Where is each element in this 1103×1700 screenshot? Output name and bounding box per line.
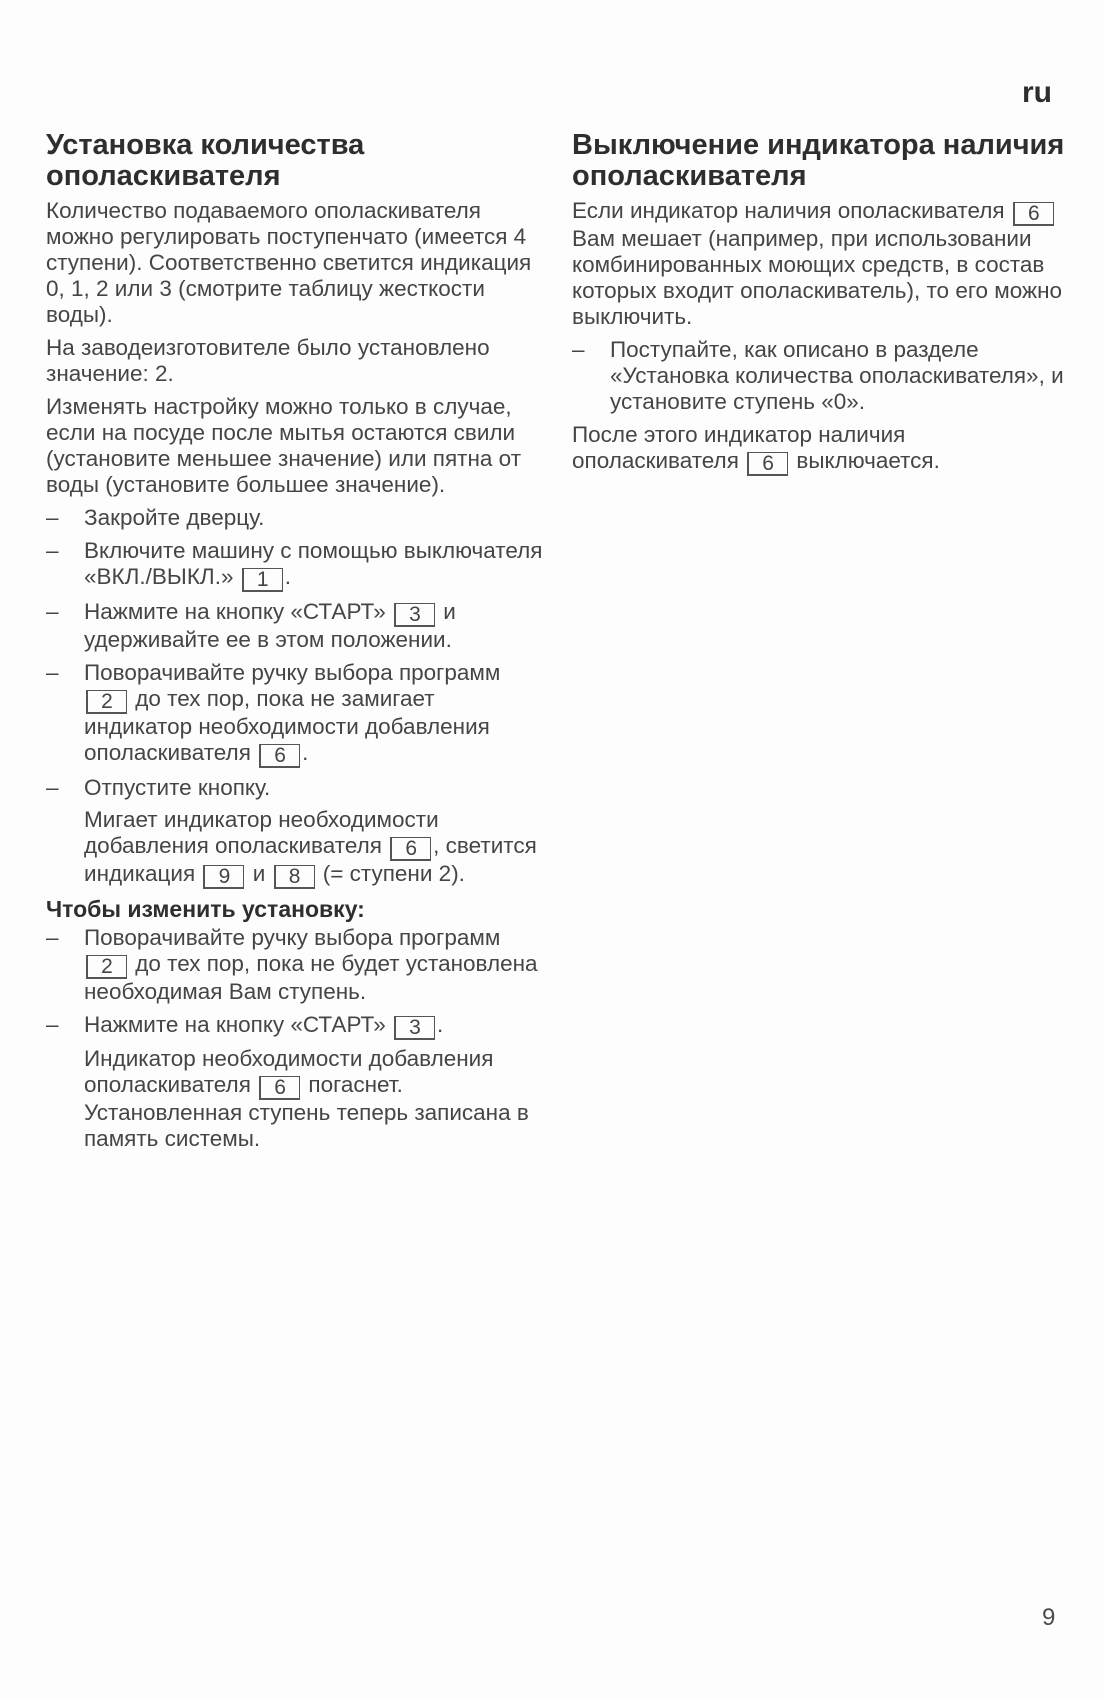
result-text-and: и: [246, 861, 272, 886]
step-press-start: [46, 599, 546, 653]
step-text: Поворачивайте ручку выбора программ: [84, 660, 501, 685]
change-steps-list: [46, 925, 546, 1152]
key-label-rinse-aid-indicator: 6: [1013, 202, 1054, 226]
dash-bullet: –: [46, 538, 59, 563]
result-text: Индикатор необходимости добавления ополаскивателя: [84, 1046, 494, 1097]
dash-bullet: –: [46, 1012, 59, 1037]
adjust-advice-paragraph: Изменять настройку можно только в случае, если на посуде после мытья остаются свили (установите меньшее значение) или пятна от воды (установите большее значение).: [46, 394, 521, 497]
left-column: [46, 130, 546, 1159]
dash-bullet: –: [46, 505, 59, 530]
language-code: ru: [1022, 76, 1052, 109]
step-text: Поступайте, как описано в разделе «Установка количества ополаскивателя», и установите ступень «0».: [610, 337, 1064, 414]
result-text-end: (= ступени 2).: [322, 861, 465, 886]
result-text-end: погаснет. Установленная ступень теперь записана в память системы.: [84, 1072, 529, 1151]
step-text-end: .: [436, 1012, 444, 1037]
page-number: 9: [1042, 1604, 1056, 1631]
change-step-turn-selector: [46, 925, 546, 1005]
setup-steps-list: [46, 505, 546, 889]
result-text-mid: , светится индикация: [84, 833, 537, 886]
step-text: Закройте дверцу.: [84, 505, 265, 530]
subheading-change-setting: Чтобы изменить установку:: [46, 896, 365, 922]
step-result: [84, 807, 546, 889]
key-label-display-9: 9: [203, 865, 244, 889]
section-title-disable-indicator: Выключение индикатора наличия ополаскивателя: [572, 129, 1065, 192]
right-column: [572, 130, 1072, 483]
step-text-end: .: [284, 564, 291, 589]
dash-bullet: –: [46, 599, 59, 624]
step-text-end: и удерживайте ее в этом положении.: [84, 599, 456, 652]
step-text: Нажмите на кнопку «СТАРТ»: [84, 1012, 386, 1037]
paragraph-text-end: Вам мешает (например, при использовании комбинированных моющих средств, в состав которых входит ополаскиватель), то его можно выключить.: [572, 226, 1063, 329]
change-step-press-start: [46, 1012, 546, 1152]
key-label-display-8: 8: [274, 865, 315, 889]
key-label-program-selector: 2: [86, 690, 127, 714]
step-text: Включите машину с помощью выключателя «ВКЛ./ВЫКЛ.»: [84, 538, 543, 589]
dash-bullet: –: [46, 660, 59, 685]
intro-paragraph: Количество подаваемого ополаскивателя можно регулировать поступенчато (имеется 4 ступени). Соответственно светится индикация 0, 1, 2 или 3 (смотрите таблицу жесткости воды).: [46, 198, 532, 327]
dash-bullet: –: [572, 337, 585, 362]
key-label-start-button: 3: [394, 1016, 435, 1040]
step-text: Поворачивайте ручку выбора программ: [84, 925, 501, 950]
paragraph-text-end: выключается.: [790, 448, 940, 473]
key-label-onoff-switch: 1: [242, 568, 283, 592]
step-release-button: [46, 775, 546, 889]
dash-bullet: –: [46, 775, 59, 800]
step-text: Отпустите кнопку.: [84, 775, 271, 800]
factory-setting-paragraph: На заводеизготовителе было установлено значение: 2.: [46, 335, 490, 386]
step-text-end: до тех пор, пока не будет установлена необходимая Вам ступень.: [84, 951, 538, 1004]
step-turn-selector: [46, 660, 546, 768]
paragraph-text: Если индикатор наличия ополаскивателя: [572, 198, 1005, 223]
step-set-level-zero: [572, 337, 1072, 415]
disable-result-paragraph: [572, 422, 1072, 476]
key-label-program-selector: 2: [86, 955, 127, 979]
key-label-rinse-aid-indicator: 6: [747, 452, 788, 476]
disable-intro-paragraph: [572, 198, 1072, 330]
paragraph-text: После этого индикатор наличия ополаскивателя: [572, 422, 906, 473]
key-label-rinse-aid-indicator: 6: [259, 1076, 300, 1100]
step-result: [84, 1046, 546, 1152]
key-label-start-button: 3: [394, 603, 435, 627]
step-text-end: .: [302, 740, 309, 765]
result-text: Мигает индикатор необходимости добавления ополаскивателя: [84, 807, 439, 858]
key-label-rinse-aid-indicator: 6: [390, 837, 431, 861]
section-title-rinse-aid-amount: Установка количества ополаскивателя: [46, 129, 365, 192]
dash-bullet: –: [46, 925, 59, 950]
step-text: Нажмите на кнопку «СТАРТ»: [84, 599, 386, 624]
step-text-mid: до тех пор, пока не замигает индикатор необходимости добавления ополаскивателя: [84, 686, 490, 765]
step-power-on: [46, 538, 546, 592]
step-close-door: [46, 505, 546, 531]
key-label-rinse-aid-indicator: 6: [259, 744, 300, 768]
disable-steps-list: [572, 337, 1072, 415]
